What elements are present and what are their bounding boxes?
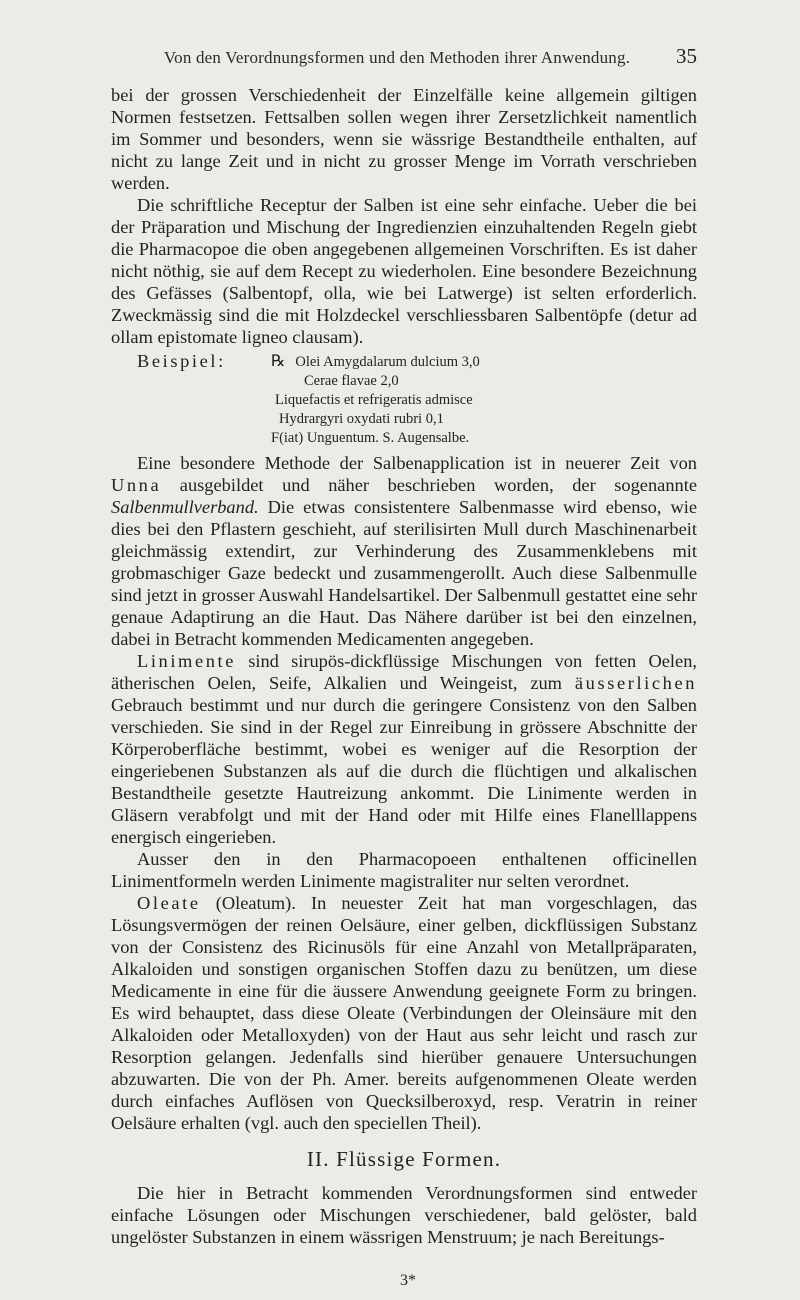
recipe-line-5: F(iat) Unguentum. S. Augensalbe.	[271, 430, 470, 446]
body-text	[111, 84, 697, 1248]
term-linimente: Linimente	[137, 651, 236, 671]
term-salbenmullverband: Salbenmullverband.	[111, 497, 259, 517]
paragraph-3-start: Eine besondere Methode der Salbenapplication ist in neuerer Zeit von	[137, 453, 697, 473]
term-aeusserlichen: äusserlichen	[574, 673, 697, 693]
recipe-label: Beispiel:	[137, 351, 226, 371]
paragraph-3-mid: ausgebildet und näher beschrieben worden, der sogenannte	[161, 475, 697, 495]
term-oleate: Oleate	[137, 893, 201, 913]
paragraph-4-end: Gebrauch bestimmt und nur durch die geringere Consistenz von den Salben verschieden. Sie sind in der Regel zur Einreibung in grössere Abschnitte der Körperoberfläche bestimmt, wobei es weniger auf die Resorption der eingeriebenen Substanzen als auf die durch die flüchtigen und alkalischen Bestandtheile gesetzte Hautreizung ankommt. Die Linimente werden in Gläsern verabfolgt und mit der Hand oder mit Hilfe eines Flanelllappens energisch eingerieben.	[111, 695, 697, 847]
recipe-line-2: Cerae flavae 2,0	[304, 373, 399, 389]
recipe-line-4: Hydrargyri oxydati rubri 0,1	[279, 411, 444, 427]
section-heading: II. Flüssige Formen.	[306, 1147, 502, 1171]
author-name: Unna	[111, 475, 162, 495]
paragraph-5: Ausser den in den Pharmacopoeen enthaltenen officinellen Linimentformeln werden Linimente magistraliter nur selten verordnet.	[111, 849, 697, 891]
running-head: Von den Verordnungsformen und den Methoden ihrer Anwendung.	[163, 48, 631, 67]
paragraph-2: Die schriftliche Receptur der Salben ist eine sehr einfache. Ueber die bei der Präparation und Mischung der Ingredienzien einzuhaltenden Regeln giebt die Pharmacopoe die oben angegebenen allgemeinen Vorschriften. Es ist daher nicht nöthig, sie auf dem Recept zu wiederholen. Eine besondere Bezeichnung des Gefässes (Salbentopf, olla, wie bei Latwerge) ist selten erforderlich. Zweckmässig sind die mit Holzdeckel verschliessbaren Salbentöpfe (detur ad ollam epistomate ligneo clausam).	[111, 195, 697, 347]
recipe-line-1: Olei Amygdalarum dulcium 3,0	[295, 354, 480, 370]
signature-mark: 3*	[400, 1272, 416, 1289]
paragraph-3	[111, 452, 697, 650]
page-number: 35	[676, 44, 697, 68]
paragraph-7: Die hier in Betracht kommenden Verordnungsformen sind entweder einfache Lösungen oder Mischungen verschiedener, bald gelöster, bald ungelöster Substanzen in einem wässrigen Menstruum; je nach Bereitungs-	[111, 1183, 697, 1247]
recipe-line-3: Liquefactis et refrigeratis admisce	[275, 392, 473, 408]
recipe-example	[111, 350, 697, 448]
paragraph-6-body: (Oleatum). In neuester Zeit hat man vorgeschlagen, das Lösungsvermögen der reinen Oelsäure, einer gelben, dickflüssigen Substanz von der Consistenz des Ricinusöls für eine Anzahl von Metallpräparaten, Alkaloiden und sonstigen organischen Stoffen dazu zu benützen, um diese Medicamente in eine für die äussere Anwendung geeignete Form zu bringen. Es wird behauptet, dass diese Oleate (Verbindungen der Oleinsäure mit den Alkaloiden oder Metalloxyden) von der Haut aus sehr leicht und rasch zur Resorption gelangen. Jedenfalls sind hierüber genauere Untersuchungen abzuwarten. Die von der Ph. Amer. bereits aufgenommenen Oleate werden durch einfaches Auflösen von Quecksilberoxyd, resp. Veratrin in reiner Oelsäure erhalten (vgl. auch den speciellen Theil).	[111, 893, 697, 1133]
paragraph-4-start: sind sirupös-dickflüssige Mischungen von fetten Oelen, ätherischen Oelen, Seife, Alkalien und Weingeist, zum	[111, 651, 697, 693]
paragraph-6	[111, 892, 697, 1134]
recipe-body	[271, 350, 480, 448]
paragraph-3-end: Die etwas consistentere Salbenmasse wird ebenso, wie dies bei den Pflastern geschieht, auf sterilisirten Mull durch Maschinenarbeit gleichmässig extendirt, zur Verhinderung des Zusammenklebens mit grobmaschiger Gaze bedeckt und zusammengerollt. Auch diese Salbenmulle sind jetzt in grosser Auswahl Handelsartikel. Der Salbenmull gestattet eine sehr genaue Adaptirung an die Haut. Das Nähere darüber ist bei den einzelnen, dabei in Betracht kommenden Medicamenten angegeben.	[111, 497, 697, 649]
recipe-line	[271, 352, 480, 372]
recipe-rx-icon: ℞	[271, 353, 286, 370]
paragraph-1: bei der grossen Verschiedenheit der Einzelfälle keine allgemein giltigen Normen festsetzen. Fettsalben sollen wegen ihrer Zersetzlichkeit namentlich im Sommer und besonders, wenn sie wässrige Bestandtheile enthalten, auf nicht zu lange Zeit und in nicht zu grosser Menge im Vorrath verschrieben werden.	[111, 85, 697, 193]
paragraph-4	[111, 650, 697, 848]
